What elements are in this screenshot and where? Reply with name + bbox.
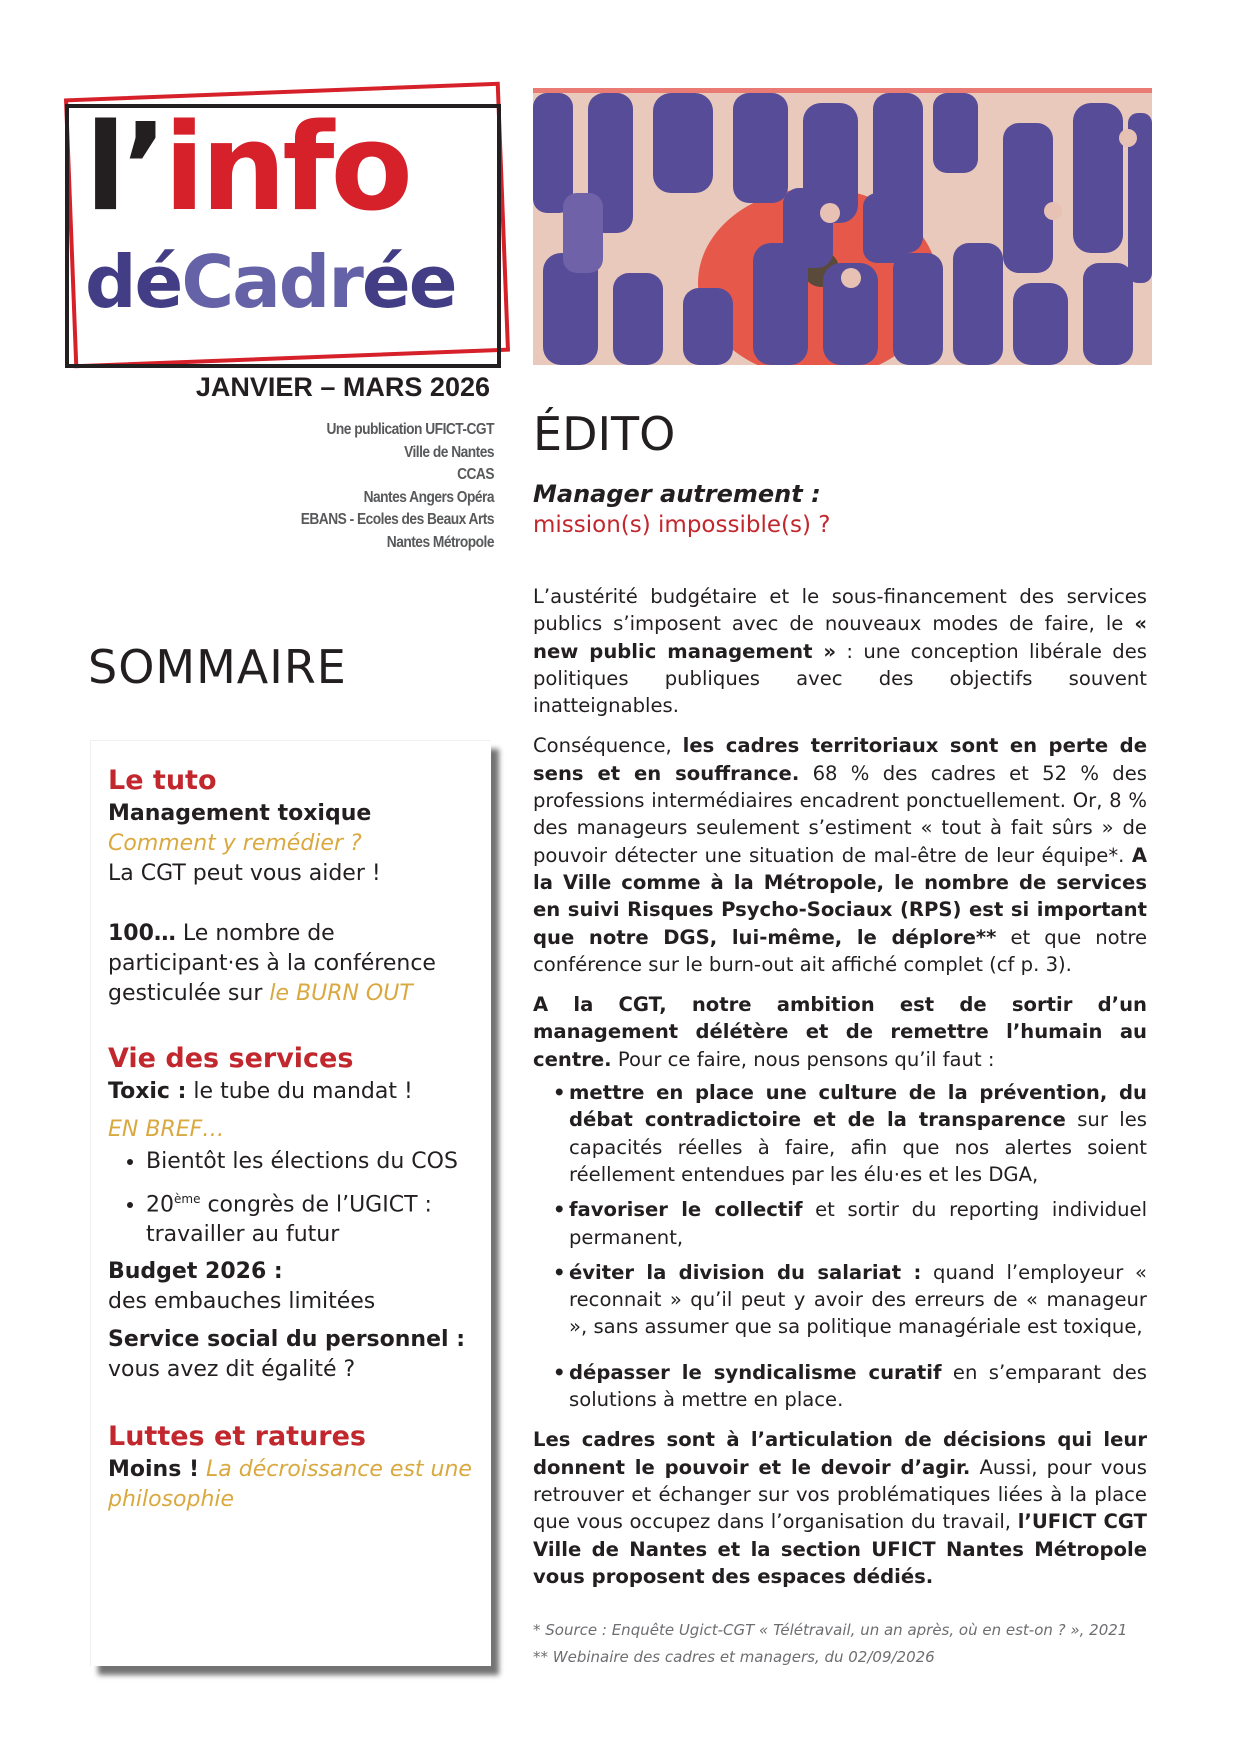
bold-text: dépasser le syndicalisme curatif <box>569 1360 942 1384</box>
toc-item-text: le tube du mandat ! <box>186 1079 413 1104</box>
ordinal-number: 20 <box>146 1192 174 1218</box>
logo-title-line2 <box>85 237 456 327</box>
section-heading-vie: Vie des services <box>108 1043 354 1074</box>
publisher-block <box>198 419 494 554</box>
section-heading-tuto: Le tuto <box>108 765 217 796</box>
text: et que notre conférence sur le burn-out ait affiché complet (cf p. 3). <box>533 925 1147 976</box>
logo-info: info <box>163 99 409 238</box>
publisher-line: Nantes Angers Opéra <box>363 488 494 506</box>
edito-subtitle: Manager autrement : <box>533 480 821 508</box>
edito-paragraph <box>533 583 1147 719</box>
publisher-line: Une publication UFICT-CGT <box>326 421 494 438</box>
toc-item-budget-text: des embauches limitées <box>108 1289 376 1315</box>
footnote: * Source : Enquête Ugict-CGT « Télétravail, un an après, où en est-on ? », 2021 <box>533 1621 1128 1639</box>
logo-de: dé <box>85 240 182 324</box>
issue-date: JANVIER – MARS 2026 <box>195 372 490 402</box>
footnotes <box>533 1617 1147 1671</box>
edito-paragraph <box>533 732 1147 978</box>
masthead-logo <box>63 82 503 367</box>
text: Conséquence, <box>533 734 683 758</box>
bold-text: Les cadres sont à l’articulation de décisions qui leur donnent le pouvoir et le devoir d’agir. <box>533 1428 1147 1479</box>
toc-item-budget-title[interactable]: Budget 2026 : <box>108 1259 283 1285</box>
publisher-line: Ville de Nantes <box>404 443 494 461</box>
bold-text: mettre en place une culture de la prévention, du débat contradictoire et de la transparence <box>569 1081 1147 1132</box>
text: Aussi, pour vous retrouver et échanger sur vos problématiques liées à la place que vous occupez dans l’organisation du travail, <box>533 1455 1147 1534</box>
bold-text: éviter la division du salariat : <box>569 1260 922 1284</box>
toc-item-burnout[interactable] <box>108 919 478 1009</box>
text: : une conception libérale des politiques publiques avec des objectifs souvent inatteignables. <box>533 639 1147 718</box>
toc-item-text: Le nombre de participant·es à la conférence gesticulée sur <box>108 921 436 1006</box>
text: en s’emparant des solutions à mettre en place. <box>569 1360 1147 1412</box>
text: quand l’employeur « reconnait » qu’il peut y avoir des erreurs de « manageur », sans assumer que sa politique managériale est toxique, <box>569 1260 1147 1339</box>
text: et sortir du reporting individuel permanent, <box>569 1198 1148 1249</box>
logo-l: l’ <box>85 99 164 238</box>
text: L’austérité budgétaire et le sous-financement des services publics s’imposent avec de nouveaux modes de faire, le <box>533 585 1147 636</box>
en-bref-list <box>108 1147 478 1250</box>
en-bref-item[interactable] <box>146 1184 478 1250</box>
en-bref-item-text: congrès de l’UGICT : travailler au futur <box>146 1192 432 1248</box>
text: 68 % des cadres et 52 % des professions intermédiaires encadrent ponctuellement. Or, 8 % des manageurs seulement s’estiment « tout à fait sûrs » de pouvoir détecter une situation de mal-être de leur équipe*. <box>533 761 1148 867</box>
toc-item-text: La CGT peut vous aider ! <box>108 861 381 886</box>
cover-photo <box>533 88 1152 365</box>
toc-item-subtitle: Comment y remédier ? <box>108 831 362 856</box>
text: sur les capacités réelles à faire, afin que nos alertes soient réellement entendues par les élu·es et les DGA, <box>569 1108 1147 1186</box>
bold-text: A la Ville comme à la Métropole, le nombre de services en suivi Risques Psycho-Sociaux (RPS) est si important que notre DGS, lui-même, le déplore** <box>533 843 1147 949</box>
edito-bullet <box>569 1359 1147 1414</box>
en-bref-item[interactable]: • Bientôt les élections du COS <box>146 1147 478 1177</box>
bold-text: l’UFICT CGT Ville de Nantes et la section UFICT Nantes Métropole vous proposent des espaces dédiés. <box>533 1510 1148 1588</box>
sommaire-content <box>108 763 478 1515</box>
toc-item-social-text: vous avez dit égalité ? <box>108 1357 356 1383</box>
toc-item-bold: Toxic : <box>108 1079 187 1104</box>
logo-cadr: Cadr <box>181 240 362 324</box>
edito-bullet <box>569 1079 1147 1188</box>
bold-text: les cadres territoriaux sont en perte de sens et en souffrance. <box>533 734 1147 785</box>
toc-item-title[interactable]: Management toxique <box>108 801 372 826</box>
edito-paragraph <box>533 991 1147 1073</box>
sommaire-title: SOMMAIRE <box>88 640 347 694</box>
toc-item-highlight: le BURN OUT <box>269 981 413 1006</box>
toc-item-bold: Moins ! <box>108 1457 199 1483</box>
edito-title: ÉDITO <box>533 407 676 461</box>
text: Pour ce faire, nous pensons qu’il faut : <box>611 1047 995 1071</box>
ordinal-suffix: ème <box>174 1192 201 1206</box>
toc-item-highlight: La décroissance est une philosophie <box>108 1457 472 1513</box>
section-heading-luttes: Luttes et ratures <box>108 1421 367 1453</box>
edito-bullet-list <box>533 1079 1147 1413</box>
toc-item-moins[interactable] <box>108 1455 478 1515</box>
footnote: ** Webinaire des cadres et managers, du 02/09/2026 <box>533 1648 935 1666</box>
crowd-illustration <box>533 93 1152 365</box>
edito-bullet <box>569 1196 1147 1251</box>
toc-item-bold: 100… <box>108 921 176 946</box>
logo-title-line1 <box>85 94 409 244</box>
bold-text: favoriser le collectif <box>569 1198 803 1222</box>
edito-paragraph <box>533 1426 1147 1590</box>
en-bref-label: EN BREF… <box>108 1117 225 1142</box>
edito-subtitle-red: mission(s) impossible(s) ? <box>533 512 831 538</box>
sommaire-box <box>90 740 491 1666</box>
toc-item-toxic[interactable] <box>108 1077 478 1107</box>
spacer <box>108 889 478 919</box>
publisher-line: Nantes Métropole <box>386 533 494 551</box>
toc-item-social-title[interactable]: Service social du personnel : <box>108 1327 465 1353</box>
logo-ee: ée <box>361 240 456 324</box>
publisher-line: EBANS - Ecoles des Beaux Arts <box>300 511 494 528</box>
bold-text: « new public management » <box>533 612 1147 663</box>
edito-bullet <box>569 1259 1147 1341</box>
bold-text: A la CGT, notre ambition est de sortir d’un management délétère et de remettre l’humain au centre. <box>533 993 1147 1071</box>
edito-body <box>533 583 1147 1603</box>
publisher-line: CCAS <box>457 466 494 483</box>
